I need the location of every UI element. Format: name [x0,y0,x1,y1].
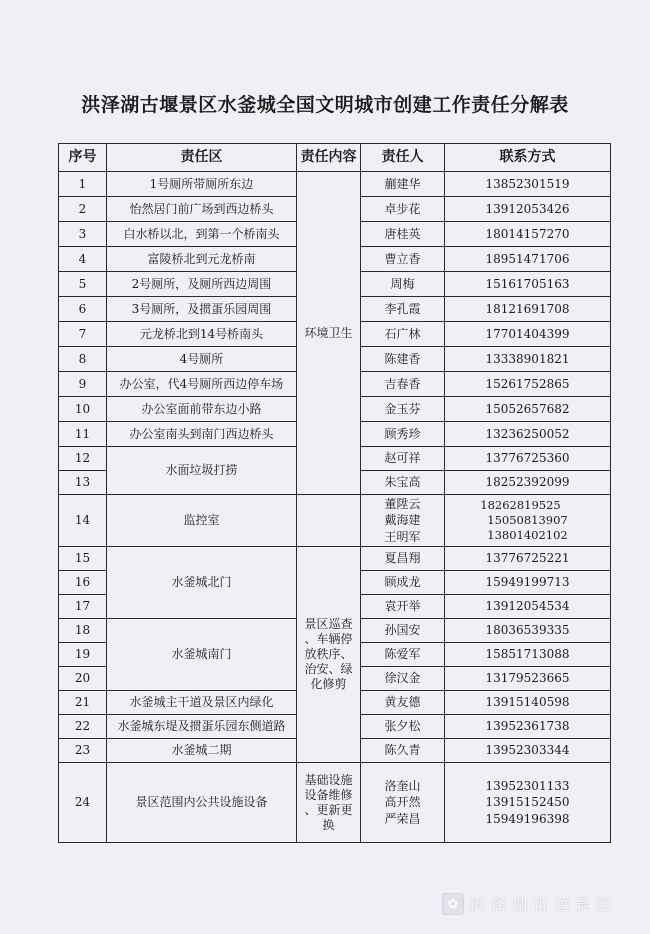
row-person: 朱宝高 [361,471,445,495]
row-phone-b: 15050813907 [487,513,568,528]
row-area: 2号厕所，及厕所西边周围 [107,272,297,297]
row-no: 24 [59,763,107,843]
row-person: 陈久青 [361,739,445,763]
row-phone: 13952361738 [445,715,611,739]
row-phone: 18252392099 [445,471,611,495]
row-phone: 13776725221 [445,547,611,571]
row-phone: 15161705163 [445,272,611,297]
row-persons: 洛奎山 高开然 严荣昌 [361,763,445,843]
header-content: 责任内容 [297,144,361,172]
row-area: 1号厕所带厕所东边 [107,172,297,197]
row-no: 13 [59,471,107,495]
row-phone: 13338901821 [445,347,611,372]
row-no: 4 [59,247,107,272]
row-person: 周梅 [361,272,445,297]
row-phone: 18014157270 [445,222,611,247]
row-phone: 18036539335 [445,619,611,643]
row-person: 顾秀珍 [361,422,445,447]
row-person: 陈爱军 [361,643,445,667]
row-no: 6 [59,297,107,322]
row-phone: 13776725360 [445,447,611,471]
row-person: 徐汉金 [361,667,445,691]
row-person: 石广林 [361,322,445,347]
row-phone: 15261752865 [445,372,611,397]
header-area: 责任区 [107,144,297,172]
row-phone: 18121691708 [445,297,611,322]
row-no: 20 [59,667,107,691]
row-no: 12 [59,447,107,471]
table-row [59,763,611,843]
row-person: 孙国安 [361,619,445,643]
row-no: 7 [59,322,107,347]
row-area: 景区范围内公共设施设备 [107,763,297,843]
row-person: 赵可祥 [361,447,445,471]
row-area: 水面垃圾打捞 [107,447,297,495]
row-person: 曹立香 [361,247,445,272]
row-phones: 13952301133 13915152450 15949196398 [445,763,611,843]
row-area: 水釜城南门 [107,619,297,691]
content-sanitation: 环境卫生 [297,172,361,495]
row-area: 怡然居门前广场到西边桥头 [107,197,297,222]
row-persons: 董陞云 戴海建 王明军 [361,495,445,547]
row-area: 白水桥以北，到第一个桥南头 [107,222,297,247]
row-person: 唐桂英 [361,222,445,247]
row-no: 8 [59,347,107,372]
row-phone: 13952303344 [445,739,611,763]
row-phone: 13179523665 [445,667,611,691]
row-area: 水釜城北门 [107,547,297,619]
row-area: 办公室，代4号厕所西边停车场 [107,372,297,397]
header-person: 责任人 [361,144,445,172]
row-area: 办公室南头到南门西边桥头 [107,422,297,447]
row-no: 19 [59,643,107,667]
row-phone: 13915140598 [445,691,611,715]
footer-logo [442,892,632,916]
row-no: 16 [59,571,107,595]
content-patrol: 景区巡查 、车辆停 放秩序、 治安、绿 化修剪 [297,547,361,763]
row-area: 水釜城二期 [107,739,297,763]
row-no: 18 [59,619,107,643]
page-title: 洪泽湖古堰景区水釜城全国文明城市创建工作责任分解表 [81,94,569,116]
table-header-row [59,144,611,172]
row-phone: 15052657682 [445,397,611,422]
row-no: 1 [59,172,107,197]
row-phone: 13912054534 [445,595,611,619]
row-no: 23 [59,739,107,763]
row-no: 2 [59,197,107,222]
row-phone: 18951471706 [445,247,611,272]
row-area: 4号厕所 [107,347,297,372]
row-area: 办公室面前带东边小路 [107,397,297,422]
row-phones [445,495,611,547]
row-person: 顾成龙 [361,571,445,595]
table-row [59,547,611,571]
row-no: 11 [59,422,107,447]
content-empty [297,495,361,547]
row-no: 9 [59,372,107,397]
row-area: 水釜城主干道及景区内绿化 [107,691,297,715]
row-no: 10 [59,397,107,422]
row-person: 蒯建华 [361,172,445,197]
row-person: 金玉芬 [361,397,445,422]
row-phone: 17701404399 [445,322,611,347]
row-no: 5 [59,272,107,297]
content-maintenance: 基础设施 设备维修 、更新更 换 [297,763,361,843]
header-contact: 联系方式 [445,144,611,172]
row-area: 3号厕所，及掼蛋乐园周围 [107,297,297,322]
row-no: 22 [59,715,107,739]
row-phone: 13236250052 [445,422,611,447]
row-person: 张夕松 [361,715,445,739]
responsibility-table [58,143,611,843]
row-person: 黄友德 [361,691,445,715]
row-person: 夏昌翔 [361,547,445,571]
row-area: 水釜城东堤及掼蛋乐园东侧道路 [107,715,297,739]
row-phone-a: 18262819525 [480,498,561,513]
row-phone-c: 13801402102 [487,527,568,542]
row-person: 卓步花 [361,197,445,222]
row-person: 吉春香 [361,372,445,397]
row-phone: 13852301519 [445,172,611,197]
table-row [59,495,611,547]
row-no: 3 [59,222,107,247]
row-no: 14 [59,495,107,547]
row-person: 袁开举 [361,595,445,619]
header-no: 序号 [59,144,107,172]
row-person: 李孔霞 [361,297,445,322]
row-no: 17 [59,595,107,619]
row-no: 15 [59,547,107,571]
row-person: 陈建香 [361,347,445,372]
logo-mark-icon: ✿ [442,893,464,915]
row-phone: 13912053426 [445,197,611,222]
row-no: 21 [59,691,107,715]
row-area: 元龙桥北到14号桥南头 [107,322,297,347]
row-area: 富陵桥北到元龙桥南 [107,247,297,272]
logo-text: 洪泽湖古堰景区 [470,895,618,914]
row-phone: 15851713088 [445,643,611,667]
table-row [59,172,611,197]
row-phone: 15949199713 [445,571,611,595]
row-area: 监控室 [107,495,297,547]
